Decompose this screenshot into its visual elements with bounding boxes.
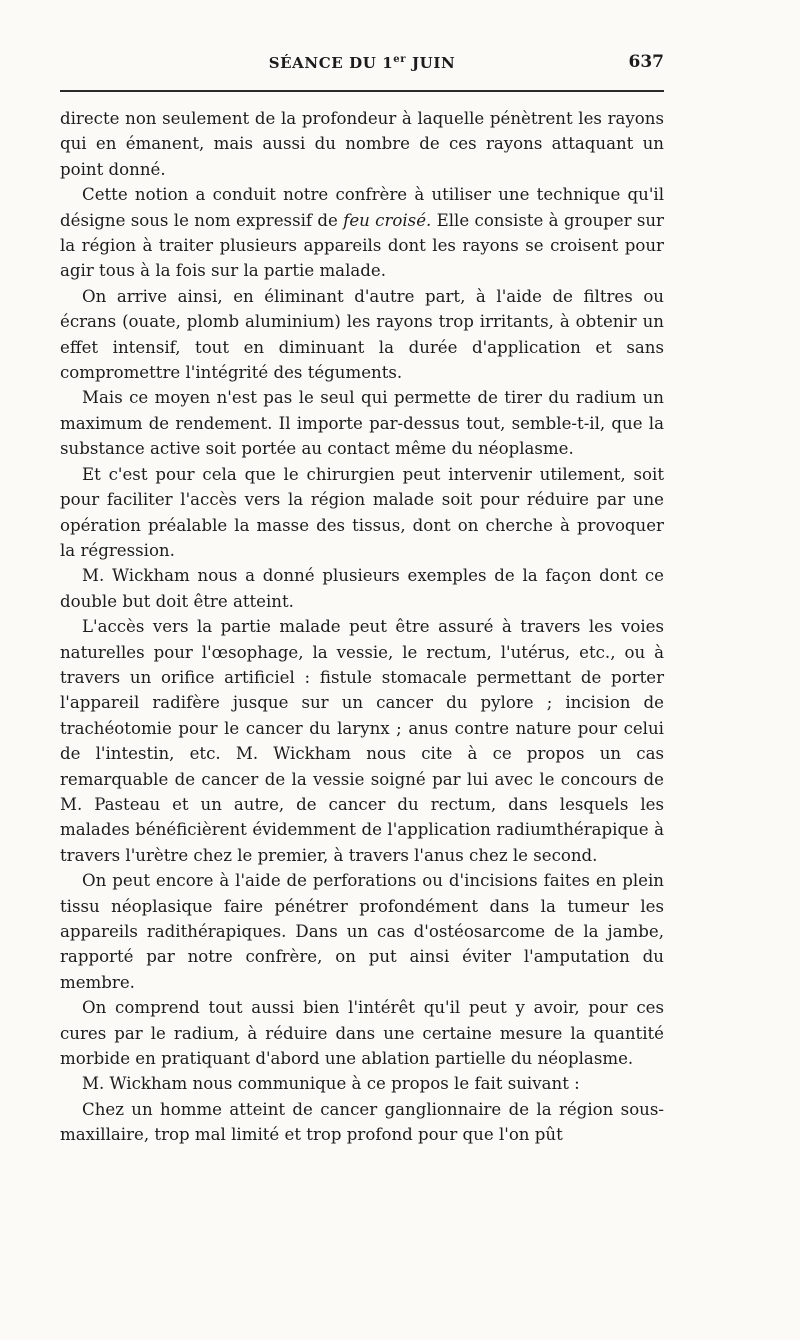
paragraph: On peut encore à l'aide de perforations ou d'incisions faites en plein tissu néoplasique faire pénétrer profondément dans la tumeur les appareils radithérapiques. Dans un cas d'ostéosarcome de la jambe, rapporté par notre confrère, on put ainsi éviter l'amputation du membre. bbox=[60, 871, 664, 992]
page-number: 637 bbox=[628, 52, 664, 72]
title-text: SÉANCE DU 1 bbox=[268, 54, 394, 72]
paragraph: On arrive ainsi, en éliminant d'autre part, à l'aide de filtres ou écrans (ouate, plomb aluminium) les rayons trop irritants, à obtenir un effet intensif, tout en diminuant la durée d'application et sans compromettre l'intégrité des téguments. bbox=[60, 286, 664, 383]
book-page bbox=[60, 48, 664, 1148]
paragraph: On comprend tout aussi bien l'intérêt qu'il peut y avoir, pour ces cures par le radium, à réduire dans une certaine mesure la quantité morbide en pratiquant d'abord une ablation partielle du néoplasme. bbox=[60, 998, 664, 1069]
paragraph: M. Wickham nous a donné plusieurs exemples de la façon dont ce double but doit être atteint. bbox=[60, 566, 664, 611]
running-head-title bbox=[60, 54, 664, 72]
paragraph: Et c'est pour cela que le chirurgien peut intervenir utilement, soit pour faciliter l'accès vers la région malade soit pour réduire par une opération préalable la masse des tissus, dont on cherche à provoquer la régression. bbox=[60, 464, 664, 560]
paragraph: directe non seulement de la profondeur à laquelle pénètrent les rayons qui en émanent, mais aussi du nombre de ces rayons attaquant un point donné. bbox=[60, 109, 664, 179]
italic-term: feu croisé. bbox=[343, 210, 432, 230]
title-superscript: er bbox=[393, 54, 407, 65]
paragraph: M. Wickham nous communique à ce propos le fait suivant : bbox=[82, 1074, 580, 1094]
body-text bbox=[60, 106, 664, 1148]
paragraph: Chez un homme atteint de cancer ganglionnaire de la région sous-maxillaire, trop mal limité et trop profond pour que l'on pût bbox=[60, 1099, 664, 1145]
running-head bbox=[60, 48, 664, 82]
header-rule bbox=[60, 90, 664, 92]
paragraph: L'accès vers la partie malade peut être assuré à travers les voies naturelles pour l'œsophage, la vessie, le rectum, l'utérus, etc., ou à travers un orifice artificiel : fistule stomacale permettant de porter l'appareil radifère jusque sur un cancer du pylore ; incision de trachéotomie pour le cancer du larynx ; anus contre nature pour celui de l'intestin, etc. M. Wickham nous cite à ce propos un cas remarquable de cancer de la vessie soigné par lui avec le concours de M. Pasteau et un autre, de cancer du rectum, dans lesquels les malades bénéficièrent évidemment de l'application radiumthérapique à travers l'urètre chez le premier, à travers l'anus chez le second. bbox=[60, 617, 664, 865]
paragraph: Mais ce moyen n'est pas le seul qui permette de tirer du radium un maximum de rendement. Il importe par-dessus tout, semble-t-il, que la substance active soit portée au contact même du néoplasme. bbox=[60, 388, 664, 459]
title-text-end: JUIN bbox=[406, 54, 456, 72]
paragraph: Cette notion a conduit notre confrère à utiliser une technique qu'il désigne sous le nom expressif de feu croisé. Elle consiste à grouper sur la région à traiter plusieurs appareils dont les rayons se croisent pour agir tous à la fois sur la partie malade. bbox=[60, 185, 664, 281]
